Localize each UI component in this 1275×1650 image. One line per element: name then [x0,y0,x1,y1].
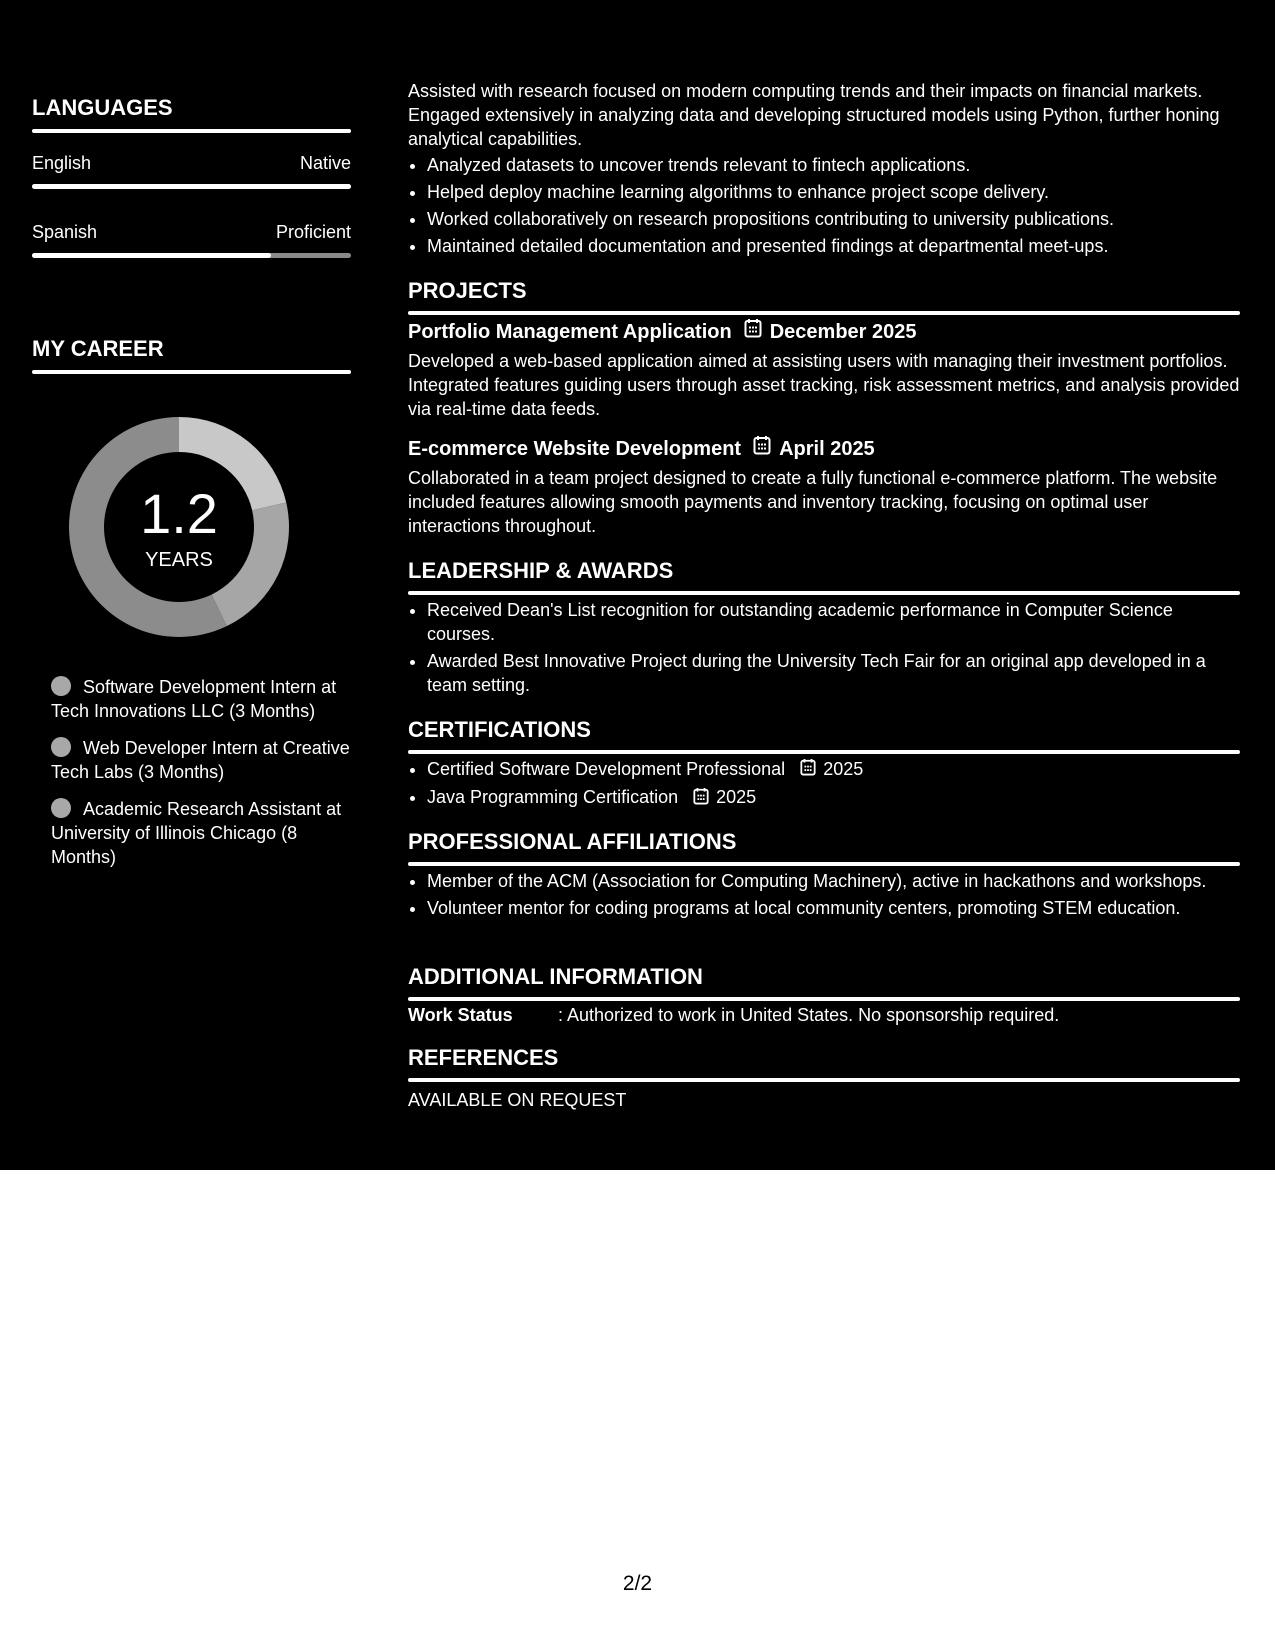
certification-year: 2025 [823,759,864,779]
calendar-icon [800,758,816,782]
career-total-unit: YEARS [145,549,213,571]
certification-name: Java Programming Certification [427,787,679,808]
project-item [408,318,1240,421]
career-legend-item [51,736,351,784]
calendar-icon [753,435,771,462]
certifications-block [408,757,1240,814]
project-description: Collaborated in a team project designed to create a fully functional e-commerce platform. The website included features allowing smooth payments and inventory tracking, focusing on optimal user interactions throughout. [408,468,1218,536]
affiliations-list [408,869,1240,920]
projects-title: PROJECTS [408,278,527,303]
leadership-block [408,598,1240,700]
calendar-icon [693,787,709,811]
work-status-row [408,1003,1240,1027]
affiliations-rule [408,862,1240,866]
affiliations-block [408,869,1240,923]
career-legend-label: Software Development Intern at Tech Innovations LLC (3 Months) [51,677,337,721]
project-item [408,435,1240,538]
list-item: • Analyzed datasets to uncover trends relevant to fintech applications. [427,153,1240,177]
language-english [32,152,351,189]
references-title: REFERENCES [408,1045,559,1070]
certifications-rule [408,750,1240,754]
project-date: December 2025 [769,320,917,343]
list-item: • Worked collaboratively on research propositions contributing to university publications. [427,207,1240,231]
career-total-value: 1.2 [140,482,218,545]
certification-year: 2025 [716,787,757,808]
legend-dot-icon [51,798,71,818]
career-title: MY CAREER [32,336,164,361]
leadership-title: LEADERSHIP & AWARDS [408,558,674,583]
additional-rule [408,997,1240,1001]
list-item: • Volunteer mentor for coding programs at local community centers, promoting STEM education. [427,896,1240,920]
project-name: Portfolio Management Application [408,320,732,343]
language-bar [32,184,351,189]
language-spanish [32,221,351,258]
leadership-rule [408,591,1240,595]
career-donut-chart [66,414,292,640]
career-legend-label: Web Developer Intern at Creative Tech Labs (3 Months) [51,738,350,782]
project-description: Developed a web-based application aimed at assisting users with managing their investment portfolios. Integrated features guiding users through asset tracking, risk assessment metrics, and analysis provided via real-time data feeds. [408,351,1240,419]
page-number: 2/2 [622,1572,653,1595]
calendar-icon [744,318,762,345]
language-level: Native [299,153,351,173]
language-bar [32,253,351,258]
language-level: Proficient [275,222,351,242]
references-rule [408,1078,1240,1082]
list-item: • Awarded Best Innovative Project during the University Tech Fair for an original app developed in a team setting. [427,649,1240,697]
certifications-list [408,757,1240,811]
projects-rule [408,311,1240,315]
list-item: • Received Dean's List recognition for outstanding academic performance in Computer Science courses. [427,598,1240,646]
work-status-label: Work Status [408,1005,513,1025]
language-bar-fill [32,253,271,258]
leadership-list [408,598,1240,697]
work-status-value: : Authorized to work in United States. No sponsorship required. [558,1005,1060,1025]
certification-name: Certified Software Development Professional [427,759,786,779]
languages-title: LANGUAGES [32,95,173,120]
experience-block [408,79,1240,261]
language-bar-fill [32,184,351,189]
additional-title: ADDITIONAL INFORMATION [408,964,703,989]
legend-dot-icon [51,737,71,757]
career-legend-item [51,797,351,869]
list-item: • Member of the ACM (Association for Computing Machinery), active in hackathons and workshops. [427,869,1240,893]
certifications-title: CERTIFICATIONS [408,717,591,742]
experience-summary: Assisted with research focused on modern computing trends and their impacts on financial markets. Engaged extensively in analyzing data and developing structured models using Python, further honing analytical capabilities. [408,81,1220,149]
legend-dot-icon [51,676,71,696]
list-item: • Helped deploy machine learning algorithms to enhance project scope delivery. [427,180,1240,204]
language-name: English [32,153,92,173]
list-item: • Maintained detailed documentation and presented findings at departmental meet-ups. [427,234,1240,258]
project-date: April 2025 [779,437,875,460]
experience-bullets [408,153,1240,258]
career-legend-label: Academic Research Assistant at University of Illinois Chicago (8 Months) [51,799,342,867]
career-legend-item [51,675,351,723]
references-text: AVAILABLE ON REQUEST [408,1090,627,1110]
sidebar [32,0,351,1170]
languages-rule [32,129,351,133]
affiliations-title: PROFESSIONAL AFFILIATIONS [408,829,737,854]
career-legend [51,675,351,882]
language-name: Spanish [32,222,98,242]
career-rule [32,370,351,374]
project-name: E-commerce Website Development [408,437,742,460]
list-item [427,757,1240,782]
list-item [427,785,1240,810]
